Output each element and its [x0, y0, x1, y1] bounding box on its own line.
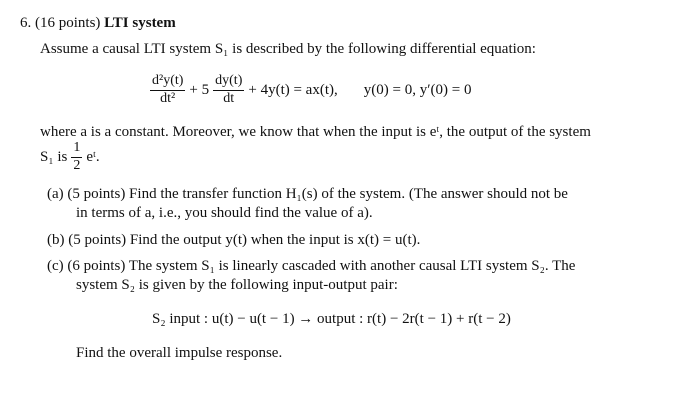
paragraph-two-line2: [40, 141, 100, 173]
system-output-suffix: eᵗ.: [86, 148, 100, 165]
problem-title: LTI system: [104, 15, 176, 31]
part-c-final-line: Find the overall impulse response.: [76, 345, 283, 361]
part-a-line1: (a) (5 points) Find the transfer function H₁(s) of the system. (The answer should not be: [47, 186, 568, 202]
equation-remainder: + 4y(t) = ax(t),: [248, 81, 338, 98]
half-fraction: [71, 141, 82, 173]
initial-conditions: y(0) = 0, y′(0) = 0: [363, 81, 472, 98]
half-denominator: 2: [73, 157, 81, 173]
problem-heading: [20, 15, 176, 32]
problem-number: 6.: [20, 15, 32, 31]
part-a-line2: in terms of a, i.e., you should find the value of a).: [76, 205, 373, 221]
problem-points: (16 points): [35, 15, 101, 31]
second-derivative-numerator: d²y(t): [150, 74, 185, 91]
differential-equation: [150, 74, 471, 106]
half-numerator: 1: [71, 141, 82, 158]
second-derivative-fraction: [150, 74, 185, 106]
first-derivative-numerator: dy(t): [213, 74, 244, 91]
part-b-line1: (b) (5 points) Find the output y(t) when the input is x(t) = u(t).: [47, 232, 421, 248]
paragraph-two-line1: where a is a constant. Moreover, we know that when the input is eᵗ, the output of the system: [40, 124, 591, 140]
first-derivative-fraction: [213, 74, 244, 106]
intro-text: Assume a causal LTI system S₁ is described by the following differential equation:: [40, 41, 536, 57]
first-derivative-denominator: dt: [223, 90, 235, 106]
plus-five-term: + 5: [189, 81, 210, 98]
system-output-prefix: S₁ is: [40, 148, 68, 165]
part-c-line2: system S₂ is given by the following input-output pair:: [76, 277, 398, 293]
second-derivative-denominator: dt²: [160, 90, 176, 106]
part-c-line1: (c) (6 points) The system S₁ is linearly cascaded with another causal LTI system S₂. The: [47, 258, 576, 274]
part-c-input-output-pair: S₂ input : u(t) − u(t − 1) → output : r(t) − 2r(t − 1) + r(t − 2): [152, 311, 511, 327]
